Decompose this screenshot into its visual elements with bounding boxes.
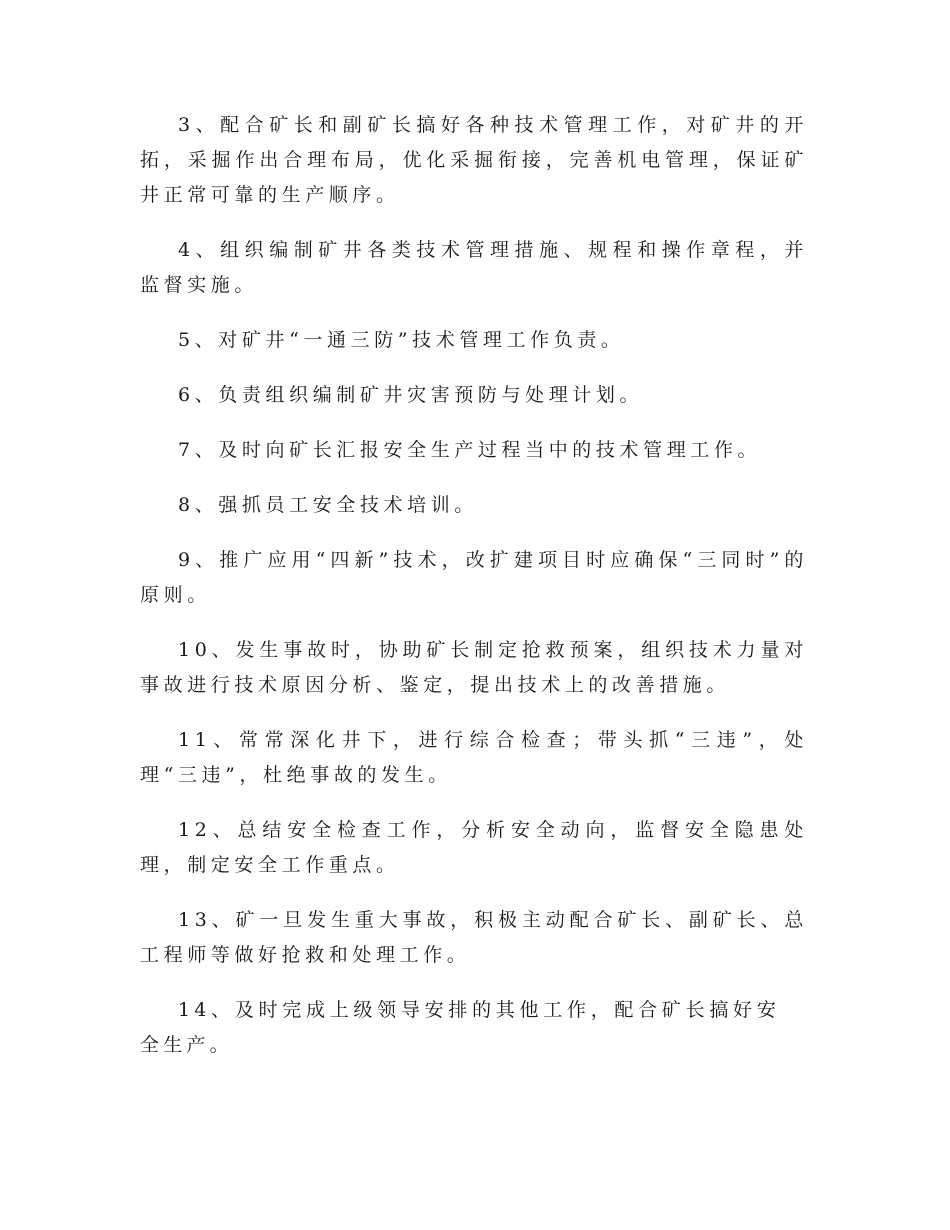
paragraph-item-11: 11、常常深化井下，进行综合检查；带头抓“三违”，处理“三违”，杜绝事故的发生。 <box>140 729 808 786</box>
paragraph-item-5: 5、对矿井“一通三防”技术管理工作负责。 <box>178 329 625 351</box>
paragraph-item-6: 6、负责组织编制矿井灾害预防与处理计划。 <box>178 384 644 406</box>
paragraph-item-14: 14、及时完成上级领导安排的其他工作，配合矿长搞好安全生产。 <box>140 999 780 1056</box>
paragraph-item-13: 13、矿一旦发生重大事故，积极主动配合矿长、副矿长、总工程师等做好抢救和处理工作。 <box>140 909 808 966</box>
paragraph-item-4: 4、组织编制矿井各类技术管理措施、规程和操作章程，并监督实施。 <box>140 239 808 296</box>
paragraph-item-12: 12、总结安全检查工作，分析安全动向，监督安全隐患处理，制定安全工作重点。 <box>140 819 808 876</box>
paragraph-item-7: 7、及时向矿长汇报安全生产过程当中的技术管理工作。 <box>178 439 762 461</box>
paragraph-item-10: 10、发生事故时，协助矿长制定抢救预案，组织技术力量对事故进行技术原因分析、鉴定，提出技术上的改善措施。 <box>140 639 808 696</box>
paragraph-item-8: 8、强抓员工安全技术培训。 <box>178 494 478 516</box>
paragraph-item-3: 3、配合矿长和副矿长搞好各种技术管理工作，对矿井的开拓，采掘作出合理布局，优化采掘衔接，完善机电管理，保证矿井正常可靠的生产顺序。 <box>140 114 808 206</box>
paragraph-item-9: 9、推广应用“四新”技术，改扩建项目时应确保“三同时”的原则。 <box>140 549 808 606</box>
document-body <box>140 108 808 1083</box>
